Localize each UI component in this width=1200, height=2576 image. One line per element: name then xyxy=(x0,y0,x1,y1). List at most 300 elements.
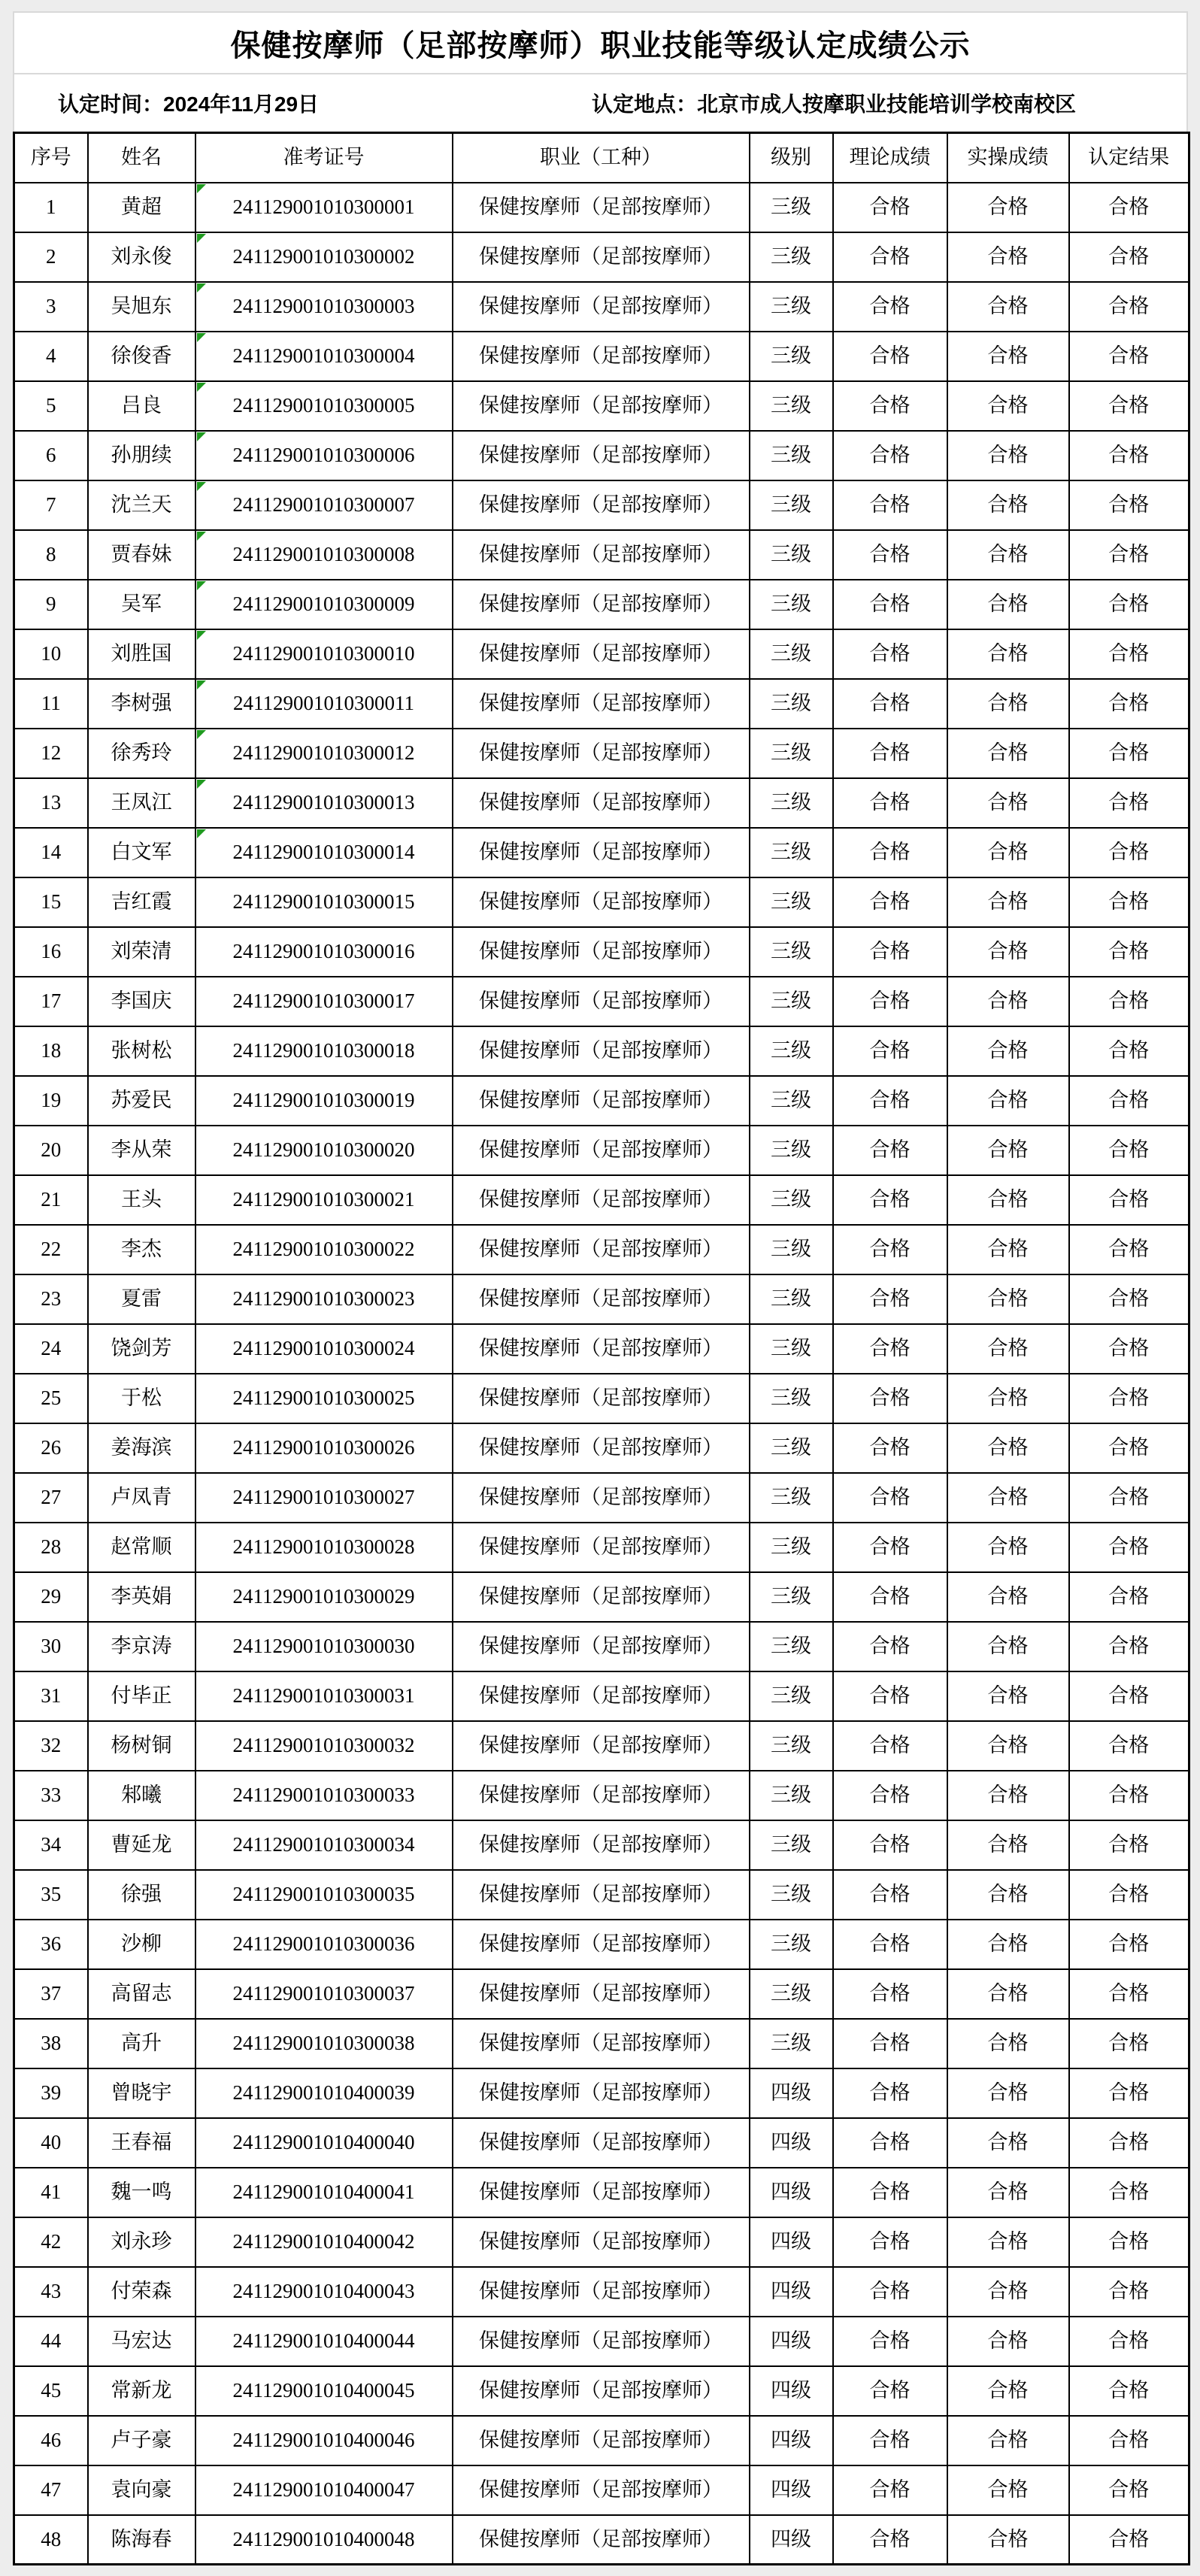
cell-name: 付毕正 xyxy=(88,1671,195,1721)
cell-name: 徐秀玲 xyxy=(88,729,195,778)
cell-no: 1 xyxy=(14,183,88,232)
cell-no: 9 xyxy=(14,580,88,629)
cell-result: 合格 xyxy=(1069,1721,1189,1771)
cell-occupation: 保健按摩师（足部按摩师） xyxy=(453,1622,750,1671)
cell-occupation: 保健按摩师（足部按摩师） xyxy=(453,1969,750,2019)
table-row xyxy=(14,2366,1189,2416)
cell-ticket-no xyxy=(195,2465,453,2515)
cell-level: 三级 xyxy=(750,431,833,480)
table-row xyxy=(14,927,1189,977)
cell-ticket-no xyxy=(195,877,453,927)
cell-occupation: 保健按摩师（足部按摩师） xyxy=(453,1771,750,1820)
cell-occupation: 保健按摩师（足部按摩师） xyxy=(453,1225,750,1274)
cell-theory-score: 合格 xyxy=(833,1920,947,1969)
cell-name: 刘荣清 xyxy=(88,927,195,977)
cell-no: 7 xyxy=(14,480,88,530)
header-cell-occupation: 职业（工种） xyxy=(453,133,750,183)
cell-no: 47 xyxy=(14,2465,88,2515)
cell-no: 22 xyxy=(14,1225,88,1274)
cell-level: 三级 xyxy=(750,1175,833,1225)
cell-practical-score: 合格 xyxy=(947,1324,1069,1374)
cell-result: 合格 xyxy=(1069,2168,1189,2217)
table-row xyxy=(14,1870,1189,1920)
ticket-no-text: 241129001010400039 xyxy=(232,2080,415,2104)
cell-level: 三级 xyxy=(750,1870,833,1920)
header-cell-name: 姓名 xyxy=(88,133,195,183)
cell-occupation: 保健按摩师（足部按摩师） xyxy=(453,332,750,381)
cell-name: 李英娟 xyxy=(88,1572,195,1622)
ticket-no-text: 241129001010300004 xyxy=(232,344,415,367)
cell-theory-score: 合格 xyxy=(833,2217,947,2267)
ticket-no-text: 241129001010300021 xyxy=(232,1187,415,1211)
cell-occupation: 保健按摩师（足部按摩师） xyxy=(453,1523,750,1572)
cell-no: 10 xyxy=(14,629,88,679)
table-row xyxy=(14,1423,1189,1473)
table-row xyxy=(14,1771,1189,1820)
cell-result: 合格 xyxy=(1069,232,1189,282)
cell-occupation: 保健按摩师（足部按摩师） xyxy=(453,1820,750,1870)
cell-level: 三级 xyxy=(750,1026,833,1076)
cell-name: 徐俊香 xyxy=(88,332,195,381)
cell-practical-score: 合格 xyxy=(947,282,1069,332)
cell-result: 合格 xyxy=(1069,332,1189,381)
cell-practical-score: 合格 xyxy=(947,1374,1069,1423)
header-row xyxy=(14,133,1189,183)
cell-result: 合格 xyxy=(1069,1225,1189,1274)
cell-occupation: 保健按摩师（足部按摩师） xyxy=(453,381,750,431)
cell-occupation: 保健按摩师（足部按摩师） xyxy=(453,679,750,729)
ticket-no-text: 241129001010300009 xyxy=(232,592,415,615)
cell-ticket-no xyxy=(195,2019,453,2068)
ticket-no-text: 241129001010300025 xyxy=(232,1386,415,1409)
cell-name: 马宏达 xyxy=(88,2317,195,2366)
cell-level: 四级 xyxy=(750,2416,833,2465)
cell-practical-score: 合格 xyxy=(947,1225,1069,1274)
cell-ticket-no xyxy=(195,1225,453,1274)
cell-level: 三级 xyxy=(750,1076,833,1126)
cell-occupation: 保健按摩师（足部按摩师） xyxy=(453,2019,750,2068)
cell-practical-score: 合格 xyxy=(947,1423,1069,1473)
cell-no: 33 xyxy=(14,1771,88,1820)
cell-ticket-no xyxy=(195,2168,453,2217)
cell-ticket-no xyxy=(195,431,453,480)
cell-result: 合格 xyxy=(1069,828,1189,877)
cell-no: 34 xyxy=(14,1820,88,1870)
cell-result: 合格 xyxy=(1069,629,1189,679)
cell-ticket-no xyxy=(195,2118,453,2168)
cell-theory-score: 合格 xyxy=(833,1870,947,1920)
cell-theory-score: 合格 xyxy=(833,2416,947,2465)
number-stored-as-text-corner-icon xyxy=(197,333,206,342)
cell-no: 27 xyxy=(14,1473,88,1523)
table-row xyxy=(14,1622,1189,1671)
cell-practical-score: 合格 xyxy=(947,1771,1069,1820)
cell-no: 46 xyxy=(14,2416,88,2465)
cell-theory-score: 合格 xyxy=(833,629,947,679)
cell-theory-score: 合格 xyxy=(833,1721,947,1771)
cell-theory-score: 合格 xyxy=(833,1076,947,1126)
cell-practical-score: 合格 xyxy=(947,1026,1069,1076)
cell-occupation: 保健按摩师（足部按摩师） xyxy=(453,2366,750,2416)
cell-no: 2 xyxy=(14,232,88,282)
cell-no: 40 xyxy=(14,2118,88,2168)
cell-result: 合格 xyxy=(1069,1920,1189,1969)
cell-practical-score: 合格 xyxy=(947,877,1069,927)
cell-no: 18 xyxy=(14,1026,88,1076)
cell-no: 17 xyxy=(14,977,88,1026)
table-row xyxy=(14,2267,1189,2317)
ticket-no-text: 241129001010300001 xyxy=(232,195,415,218)
table-row xyxy=(14,1374,1189,1423)
cell-theory-score: 合格 xyxy=(833,1473,947,1523)
cell-occupation: 保健按摩师（足部按摩师） xyxy=(453,1870,750,1920)
cell-no: 45 xyxy=(14,2366,88,2416)
cell-result: 合格 xyxy=(1069,977,1189,1026)
cell-practical-score: 合格 xyxy=(947,977,1069,1026)
number-stored-as-text-corner-icon xyxy=(197,631,206,640)
table-row xyxy=(14,183,1189,232)
number-stored-as-text-corner-icon xyxy=(197,780,206,789)
cell-occupation: 保健按摩师（足部按摩师） xyxy=(453,877,750,927)
ticket-no-text: 241129001010300024 xyxy=(232,1336,415,1359)
ticket-no-text: 241129001010300027 xyxy=(232,1485,415,1508)
cell-practical-score: 合格 xyxy=(947,1870,1069,1920)
cell-practical-score: 合格 xyxy=(947,1671,1069,1721)
cell-practical-score: 合格 xyxy=(947,232,1069,282)
table-row xyxy=(14,332,1189,381)
cell-name: 吴军 xyxy=(88,580,195,629)
cell-level: 三级 xyxy=(750,232,833,282)
cell-occupation: 保健按摩师（足部按摩师） xyxy=(453,282,750,332)
cell-name: 曹延龙 xyxy=(88,1820,195,1870)
cell-level: 四级 xyxy=(750,2168,833,2217)
cell-practical-score: 合格 xyxy=(947,1473,1069,1523)
cell-level: 三级 xyxy=(750,877,833,927)
cell-theory-score: 合格 xyxy=(833,2019,947,2068)
cell-theory-score: 合格 xyxy=(833,729,947,778)
cell-ticket-no xyxy=(195,1572,453,1622)
cell-name: 袁向豪 xyxy=(88,2465,195,2515)
cell-result: 合格 xyxy=(1069,1126,1189,1175)
cell-ticket-no xyxy=(195,1076,453,1126)
results-table-body xyxy=(14,183,1189,2565)
cell-name: 邾曦 xyxy=(88,1771,195,1820)
header-cell-theory-score: 理论成绩 xyxy=(833,133,947,183)
cell-no: 30 xyxy=(14,1622,88,1671)
cell-theory-score: 合格 xyxy=(833,977,947,1026)
cell-ticket-no xyxy=(195,679,453,729)
cell-no: 13 xyxy=(14,778,88,828)
announcement-title: 保健按摩师（足部按摩师）职业技能等级认定成绩公示 xyxy=(13,11,1188,73)
cell-ticket-no xyxy=(195,580,453,629)
cell-occupation: 保健按摩师（足部按摩师） xyxy=(453,1473,750,1523)
number-stored-as-text-corner-icon xyxy=(197,234,206,243)
cell-ticket-no xyxy=(195,2267,453,2317)
table-row xyxy=(14,1324,1189,1374)
cell-level: 三级 xyxy=(750,1572,833,1622)
ticket-no-text: 241129001010300008 xyxy=(232,542,415,565)
ticket-no-text: 241129001010400047 xyxy=(232,2478,415,2501)
table-row xyxy=(14,977,1189,1026)
cell-level: 四级 xyxy=(750,2267,833,2317)
cell-ticket-no xyxy=(195,629,453,679)
cell-ticket-no xyxy=(195,2515,453,2565)
cell-theory-score: 合格 xyxy=(833,2168,947,2217)
cell-theory-score: 合格 xyxy=(833,1771,947,1820)
table-row xyxy=(14,629,1189,679)
cell-practical-score: 合格 xyxy=(947,2317,1069,2366)
cell-practical-score: 合格 xyxy=(947,729,1069,778)
cell-occupation: 保健按摩师（足部按摩师） xyxy=(453,2267,750,2317)
cell-ticket-no xyxy=(195,1671,453,1721)
cell-level: 三级 xyxy=(750,629,833,679)
cell-result: 合格 xyxy=(1069,2217,1189,2267)
cell-practical-score: 合格 xyxy=(947,2217,1069,2267)
cell-ticket-no xyxy=(195,1374,453,1423)
cell-name: 王头 xyxy=(88,1175,195,1225)
cell-result: 合格 xyxy=(1069,1671,1189,1721)
cell-result: 合格 xyxy=(1069,2515,1189,2565)
cell-result: 合格 xyxy=(1069,1572,1189,1622)
ticket-no-text: 241129001010400043 xyxy=(232,2279,415,2302)
number-stored-as-text-corner-icon xyxy=(197,581,206,590)
cell-occupation: 保健按摩师（足部按摩师） xyxy=(453,729,750,778)
cell-name: 曾晓宇 xyxy=(88,2068,195,2118)
cell-ticket-no xyxy=(195,1523,453,1572)
cell-theory-score: 合格 xyxy=(833,2465,947,2515)
cell-name: 李树强 xyxy=(88,679,195,729)
cell-practical-score: 合格 xyxy=(947,2267,1069,2317)
cell-theory-score: 合格 xyxy=(833,679,947,729)
cell-level: 三级 xyxy=(750,1374,833,1423)
cell-theory-score: 合格 xyxy=(833,2366,947,2416)
cell-level: 三级 xyxy=(750,1969,833,2019)
cell-name: 姜海滨 xyxy=(88,1423,195,1473)
cell-theory-score: 合格 xyxy=(833,282,947,332)
cell-no: 21 xyxy=(14,1175,88,1225)
cell-no: 8 xyxy=(14,530,88,580)
cell-level: 三级 xyxy=(750,729,833,778)
cell-occupation: 保健按摩师（足部按摩师） xyxy=(453,977,750,1026)
cell-result: 合格 xyxy=(1069,1771,1189,1820)
table-row xyxy=(14,1523,1189,1572)
cell-level: 三级 xyxy=(750,977,833,1026)
cell-theory-score: 合格 xyxy=(833,1423,947,1473)
ticket-no-text: 241129001010300006 xyxy=(232,443,415,466)
cell-no: 42 xyxy=(14,2217,88,2267)
cell-practical-score: 合格 xyxy=(947,828,1069,877)
cell-practical-score: 合格 xyxy=(947,580,1069,629)
ticket-no-text: 241129001010300026 xyxy=(232,1435,415,1459)
cell-practical-score: 合格 xyxy=(947,332,1069,381)
cell-theory-score: 合格 xyxy=(833,1274,947,1324)
cell-practical-score: 合格 xyxy=(947,2465,1069,2515)
cell-theory-score: 合格 xyxy=(833,1572,947,1622)
cell-ticket-no xyxy=(195,1126,453,1175)
cell-ticket-no xyxy=(195,1423,453,1473)
cell-theory-score: 合格 xyxy=(833,1671,947,1721)
cell-no: 12 xyxy=(14,729,88,778)
cell-no: 23 xyxy=(14,1274,88,1324)
table-row xyxy=(14,828,1189,877)
cell-level: 三级 xyxy=(750,332,833,381)
cell-level: 四级 xyxy=(750,2217,833,2267)
cell-no: 35 xyxy=(14,1870,88,1920)
cell-theory-score: 合格 xyxy=(833,431,947,480)
cell-level: 四级 xyxy=(750,2317,833,2366)
cell-name: 卢凤青 xyxy=(88,1473,195,1523)
cell-result: 合格 xyxy=(1069,381,1189,431)
cell-name: 李国庆 xyxy=(88,977,195,1026)
cell-practical-score: 合格 xyxy=(947,1076,1069,1126)
table-row xyxy=(14,232,1189,282)
cell-level: 三级 xyxy=(750,480,833,530)
cell-ticket-no xyxy=(195,2416,453,2465)
table-row xyxy=(14,2317,1189,2366)
cell-name: 吴旭东 xyxy=(88,282,195,332)
cell-theory-score: 合格 xyxy=(833,183,947,232)
cell-ticket-no xyxy=(195,2317,453,2366)
cell-result: 合格 xyxy=(1069,530,1189,580)
ticket-no-text: 241129001010300020 xyxy=(232,1138,415,1161)
cell-no: 29 xyxy=(14,1572,88,1622)
table-row xyxy=(14,1820,1189,1870)
cell-no: 39 xyxy=(14,2068,88,2118)
cell-ticket-no xyxy=(195,232,453,282)
cell-result: 合格 xyxy=(1069,1523,1189,1572)
cell-practical-score: 合格 xyxy=(947,1920,1069,1969)
cell-ticket-no xyxy=(195,183,453,232)
cell-no: 11 xyxy=(14,679,88,729)
cell-result: 合格 xyxy=(1069,1274,1189,1324)
cell-occupation: 保健按摩师（足部按摩师） xyxy=(453,1274,750,1324)
cell-level: 三级 xyxy=(750,1423,833,1473)
cell-practical-score: 合格 xyxy=(947,1274,1069,1324)
cell-ticket-no xyxy=(195,1820,453,1870)
cell-name: 赵常顺 xyxy=(88,1523,195,1572)
cell-name: 高留志 xyxy=(88,1969,195,2019)
cell-occupation: 保健按摩师（足部按摩师） xyxy=(453,1324,750,1374)
number-stored-as-text-corner-icon xyxy=(197,283,206,292)
cell-result: 合格 xyxy=(1069,1820,1189,1870)
number-stored-as-text-corner-icon xyxy=(197,432,206,441)
cell-ticket-no xyxy=(195,1274,453,1324)
cell-practical-score: 合格 xyxy=(947,1572,1069,1622)
cell-practical-score: 合格 xyxy=(947,1622,1069,1671)
cell-ticket-no xyxy=(195,480,453,530)
ticket-no-text: 241129001010400046 xyxy=(232,2428,415,2451)
table-row xyxy=(14,2217,1189,2267)
cell-level: 三级 xyxy=(750,927,833,977)
cell-theory-score: 合格 xyxy=(833,1175,947,1225)
ticket-no-text: 241129001010400040 xyxy=(232,2130,415,2153)
cell-name: 常新龙 xyxy=(88,2366,195,2416)
ticket-no-text: 241129001010400042 xyxy=(232,2229,415,2253)
cell-ticket-no xyxy=(195,1324,453,1374)
cell-level: 三级 xyxy=(750,1225,833,1274)
cell-ticket-no xyxy=(195,2068,453,2118)
cell-theory-score: 合格 xyxy=(833,381,947,431)
cell-occupation: 保健按摩师（足部按摩师） xyxy=(453,480,750,530)
cell-name: 李杰 xyxy=(88,1225,195,1274)
table-row xyxy=(14,1969,1189,2019)
cell-no: 41 xyxy=(14,2168,88,2217)
cell-occupation: 保健按摩师（足部按摩师） xyxy=(453,2317,750,2366)
header-cell-level: 级别 xyxy=(750,133,833,183)
cell-level: 三级 xyxy=(750,1523,833,1572)
ticket-no-text: 241129001010300037 xyxy=(232,1981,415,2005)
number-stored-as-text-corner-icon xyxy=(197,680,206,689)
cell-occupation: 保健按摩师（足部按摩师） xyxy=(453,2168,750,2217)
cell-theory-score: 合格 xyxy=(833,2515,947,2565)
cell-level: 四级 xyxy=(750,2118,833,2168)
cell-no: 14 xyxy=(14,828,88,877)
table-row xyxy=(14,1126,1189,1175)
cell-practical-score: 合格 xyxy=(947,480,1069,530)
cell-result: 合格 xyxy=(1069,1423,1189,1473)
cell-occupation: 保健按摩师（足部按摩师） xyxy=(453,1423,750,1473)
ticket-no-text: 241129001010300011 xyxy=(233,691,414,714)
cell-result: 合格 xyxy=(1069,1026,1189,1076)
cell-ticket-no xyxy=(195,927,453,977)
number-stored-as-text-corner-icon xyxy=(197,482,206,491)
cell-level: 四级 xyxy=(750,2515,833,2565)
cell-no: 5 xyxy=(14,381,88,431)
cell-level: 三级 xyxy=(750,1721,833,1771)
cell-occupation: 保健按摩师（足部按摩师） xyxy=(453,2217,750,2267)
ticket-no-text: 241129001010300031 xyxy=(232,1683,415,1707)
table-row xyxy=(14,282,1189,332)
cell-result: 合格 xyxy=(1069,1473,1189,1523)
cell-level: 三级 xyxy=(750,2019,833,2068)
ticket-no-text: 241129001010300012 xyxy=(232,741,415,764)
cell-ticket-no xyxy=(195,1920,453,1969)
ticket-no-text: 241129001010300003 xyxy=(232,294,415,317)
cell-theory-score: 合格 xyxy=(833,778,947,828)
cell-practical-score: 合格 xyxy=(947,1820,1069,1870)
cell-name: 杨树铜 xyxy=(88,1721,195,1771)
ticket-no-text: 241129001010400044 xyxy=(232,2329,415,2352)
table-row xyxy=(14,2168,1189,2217)
table-row xyxy=(14,1175,1189,1225)
cell-no: 38 xyxy=(14,2019,88,2068)
cell-theory-score: 合格 xyxy=(833,1820,947,1870)
cell-result: 合格 xyxy=(1069,1076,1189,1126)
cell-ticket-no xyxy=(195,282,453,332)
cell-name: 王春福 xyxy=(88,2118,195,2168)
cell-name: 沙柳 xyxy=(88,1920,195,1969)
table-row xyxy=(14,381,1189,431)
table-row xyxy=(14,729,1189,778)
cell-occupation: 保健按摩师（足部按摩师） xyxy=(453,1721,750,1771)
table-row xyxy=(14,530,1189,580)
cell-occupation: 保健按摩师（足部按摩师） xyxy=(453,1572,750,1622)
ticket-no-text: 241129001010300038 xyxy=(232,2031,415,2054)
cell-result: 合格 xyxy=(1069,2118,1189,2168)
cell-ticket-no xyxy=(195,381,453,431)
cell-theory-score: 合格 xyxy=(833,1126,947,1175)
cell-result: 合格 xyxy=(1069,2068,1189,2118)
ticket-no-text: 241129001010300029 xyxy=(232,1584,415,1608)
cell-name: 白文军 xyxy=(88,828,195,877)
cell-ticket-no xyxy=(195,1622,453,1671)
cell-level: 三级 xyxy=(750,530,833,580)
ticket-no-text: 241129001010300019 xyxy=(232,1088,415,1111)
cell-practical-score: 合格 xyxy=(947,1126,1069,1175)
cell-name: 黄超 xyxy=(88,183,195,232)
cell-occupation: 保健按摩师（足部按摩师） xyxy=(453,1920,750,1969)
ticket-no-text: 241129001010300013 xyxy=(232,790,415,814)
